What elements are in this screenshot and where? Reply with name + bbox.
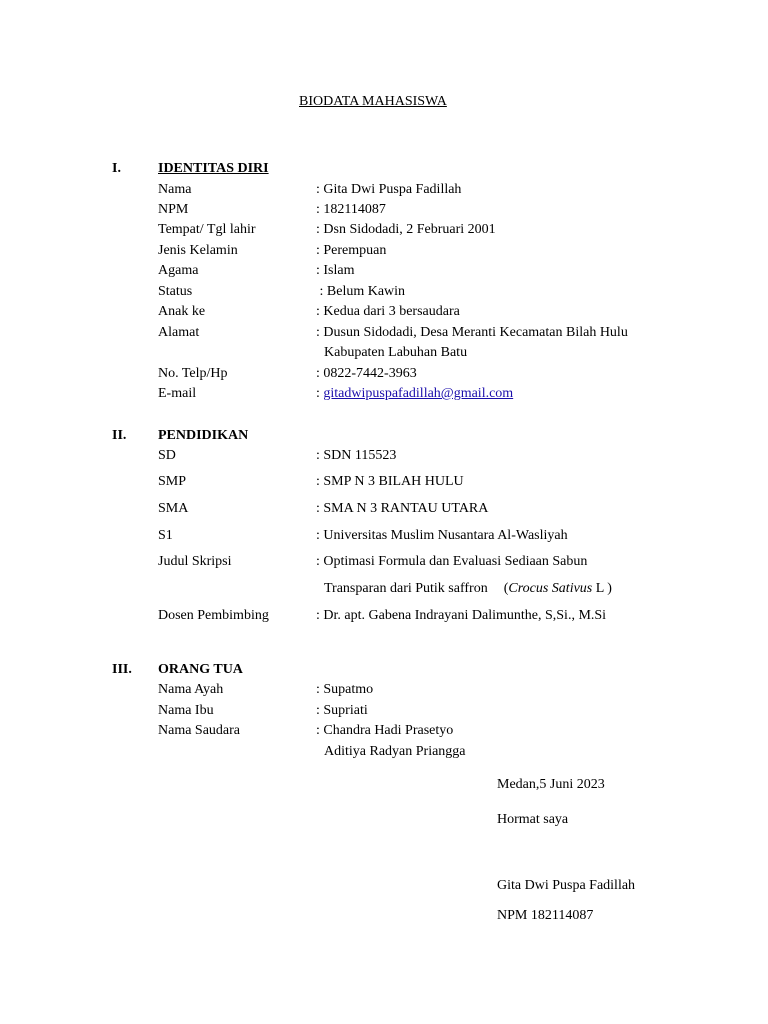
email-link[interactable]: gitadwipuspafadillah@gmail.com	[323, 386, 514, 401]
label-tempat-tgl-lahir: Tempat/ Tgl lahir	[158, 222, 256, 237]
value-email	[316, 385, 513, 403]
label-dosen-pembimbing: Dosen Pembimbing	[158, 608, 269, 623]
value-agama: : Islam	[316, 263, 355, 278]
label-jenis-kelamin: Jenis Kelamin	[158, 243, 238, 258]
label-sd: SD	[158, 448, 176, 463]
label-sma: SMA	[158, 501, 189, 516]
value-nama-saudara-cont: Aditiya Radyan Priangga	[324, 744, 466, 759]
label-nama-ayah: Nama Ayah	[158, 682, 224, 697]
section-number-1: I.	[112, 161, 121, 176]
value-status: : Belum Kawin	[316, 284, 406, 299]
value-smp: : SMP N 3 BILAH HULU	[316, 474, 464, 489]
skripsi-paren-open: (	[503, 581, 509, 596]
label-npm: NPM	[158, 202, 189, 217]
label-nama-saudara: Nama Saudara	[158, 723, 241, 738]
label-alamat: Alamat	[158, 325, 200, 340]
label-telp: No. Telp/Hp	[158, 366, 228, 381]
signature-place-date: Medan,5 Juni 2023	[497, 777, 605, 792]
label-anak-ke: Anak ke	[158, 304, 206, 319]
value-npm: : 182114087	[316, 202, 386, 217]
section-heading-orang-tua: ORANG TUA	[158, 662, 243, 677]
value-judul-skripsi-cont	[324, 580, 612, 598]
signature-npm: NPM 182114087	[497, 908, 594, 923]
signature-name: Gita Dwi Puspa Fadillah	[497, 878, 636, 893]
skripsi-text: Transparan dari Putik saffron	[324, 581, 488, 596]
skripsi-species: Crocus Sativus	[508, 581, 593, 596]
value-judul-skripsi: : Optimasi Formula dan Evaluasi Sediaan Sabun	[316, 554, 588, 569]
section-number-2: II.	[112, 428, 127, 443]
document-title: BIODATA MAHASISWA	[299, 94, 447, 109]
value-nama-ayah: : Supatmo	[316, 682, 374, 697]
label-smp: SMP	[158, 474, 187, 489]
value-dosen-pembimbing: : Dr. apt. Gabena Indrayani Dalimunthe, S,Si., M.Si	[316, 608, 607, 623]
value-s1: : Universitas Muslim Nusantara Al-Wasliyah	[316, 528, 568, 543]
signature-closing: Hormat saya	[497, 812, 569, 827]
label-judul-skripsi: Judul Skripsi	[158, 554, 232, 569]
section-heading-identitas: IDENTITAS DIRI	[158, 161, 269, 176]
value-nama: : Gita Dwi Puspa Fadillah	[316, 182, 462, 197]
label-nama-ibu: Nama Ibu	[158, 703, 214, 718]
label-email: E-mail	[158, 386, 197, 401]
value-sma: : SMA N 3 RANTAU UTARA	[316, 501, 489, 516]
value-alamat-cont: Kabupaten Labuhan Batu	[324, 345, 468, 360]
skripsi-author: L )	[592, 581, 612, 596]
value-nama-ibu: : Supriati	[316, 703, 368, 718]
label-s1: S1	[158, 528, 173, 543]
value-tempat-tgl-lahir: : Dsn Sidodadi, 2 Februari 2001	[316, 222, 496, 237]
label-status: Status	[158, 284, 193, 299]
email-prefix: :	[316, 386, 324, 401]
value-anak-ke: : Kedua dari 3 bersaudara	[316, 304, 460, 319]
section-heading-pendidikan: PENDIDIKAN	[158, 428, 249, 443]
label-agama: Agama	[158, 263, 199, 278]
value-alamat: : Dusun Sidodadi, Desa Meranti Kecamatan Bilah Hulu	[316, 325, 628, 340]
value-jenis-kelamin: : Perempuan	[316, 243, 387, 258]
section-number-3: III.	[112, 662, 132, 677]
value-nama-saudara: : Chandra Hadi Prasetyo	[316, 723, 454, 738]
value-telp: : 0822-7442-3963	[316, 366, 417, 381]
label-nama: Nama	[158, 182, 192, 197]
value-sd: : SDN 115523	[316, 448, 397, 463]
